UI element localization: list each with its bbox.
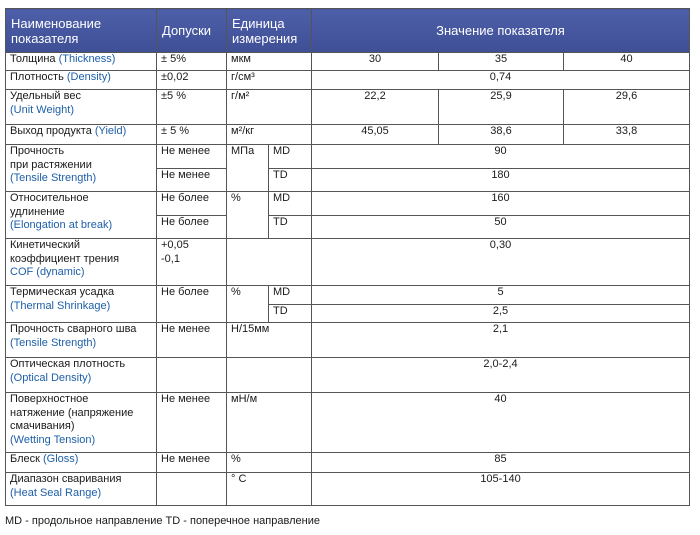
tolerance-cell — [157, 473, 227, 506]
unit-cell — [227, 358, 312, 393]
value-cell: 38,6 — [439, 125, 564, 145]
param-gloss: Блеск (Gloss) — [6, 453, 157, 473]
unit-cell — [227, 239, 312, 286]
table-row — [6, 145, 690, 169]
value-cell: 40 — [564, 53, 690, 71]
header-unit: Единица измерения — [227, 9, 312, 53]
unit-cell: мН/м — [227, 393, 312, 453]
unit-cell: % — [227, 286, 269, 323]
direction-cell: MD — [269, 145, 312, 169]
value-cell: 22,2 — [312, 90, 439, 125]
value-cell: 29,6 — [564, 90, 690, 125]
value-cell: 50 — [312, 216, 690, 239]
unit-cell: ° С — [227, 473, 312, 506]
param-yield: Выход продукта (Yield) — [6, 125, 157, 145]
unit-cell: Н/15мм — [227, 323, 312, 358]
tolerance-cell: Не менее — [157, 453, 227, 473]
value-cell: 85 — [312, 453, 690, 473]
value-cell: 30 — [312, 53, 439, 71]
direction-cell: TD — [269, 305, 312, 323]
table-row — [6, 239, 690, 286]
table-row — [6, 53, 690, 71]
unit-cell: мкм — [227, 53, 312, 71]
table-row — [6, 192, 690, 216]
tolerance-cell: Не менее — [157, 145, 227, 169]
param-unit-weight: Удельный вес (Unit Weight) — [6, 90, 157, 125]
table-row — [6, 358, 690, 393]
value-cell: 5 — [312, 286, 690, 305]
value-cell: 160 — [312, 192, 690, 216]
table-header-row — [6, 9, 690, 53]
value-cell: 2,5 — [312, 305, 690, 323]
unit-cell: г/см³ — [227, 71, 312, 90]
param-heat-seal-range: Диапазон сваривания (Heat Seal Range) — [6, 473, 157, 506]
header-tolerance: Допуски — [157, 9, 227, 53]
table-row — [6, 90, 690, 125]
unit-cell: г/м² — [227, 90, 312, 125]
direction-cell: TD — [269, 216, 312, 239]
table-row — [6, 393, 690, 453]
table-row — [6, 473, 690, 506]
tolerance-cell: Не более — [157, 216, 227, 239]
param-thermal-shrinkage: Термическая усадка (Thermal Shrinkage) — [6, 286, 157, 323]
table-row — [6, 125, 690, 145]
table-row — [6, 286, 690, 305]
value-cell: 180 — [312, 169, 690, 192]
header-value: Значение показателя — [312, 9, 690, 53]
tolerance-cell — [157, 358, 227, 393]
tolerance-cell: ±5 % — [157, 90, 227, 125]
value-cell: 0,30 — [312, 239, 690, 286]
param-tensile-strength: Прочность при растяжении (Tensile Strength) — [6, 145, 157, 192]
value-cell: 25,9 — [439, 90, 564, 125]
direction-cell: MD — [269, 192, 312, 216]
tolerance-cell: Не более — [157, 192, 227, 216]
param-optical-density: Оптическая плотность (Optical Density) — [6, 358, 157, 393]
value-cell: 33,8 — [564, 125, 690, 145]
param-elongation: Относительное удлинение (Elongation at break) — [6, 192, 157, 239]
header-parameter-name: Наименование показателя — [6, 9, 157, 53]
unit-cell: м²/кг — [227, 125, 312, 145]
value-cell: 90 — [312, 145, 690, 169]
tolerance-cell: Не более — [157, 286, 227, 323]
tolerance-cell: ± 5 % — [157, 125, 227, 145]
table-row — [6, 453, 690, 473]
param-density: Плотность (Density) — [6, 71, 157, 90]
value-cell: 35 — [439, 53, 564, 71]
unit-cell: % — [227, 453, 312, 473]
tolerance-cell: ± 5% — [157, 53, 227, 71]
unit-cell: % — [227, 192, 269, 239]
param-thickness: Толщина (Thickness) — [6, 53, 157, 71]
value-cell: 0,74 — [312, 71, 690, 90]
param-wetting-tension: Поверхностное натяжение (напряжение смачивания) (Wetting Tension) — [6, 393, 157, 453]
tolerance-cell: +0,05 -0,1 — [157, 239, 227, 286]
value-cell: 2,1 — [312, 323, 690, 358]
table-row — [6, 323, 690, 358]
tolerance-cell: Не менее — [157, 169, 227, 192]
param-seal-strength: Прочность сварного шва (Tensile Strength) — [6, 323, 157, 358]
value-cell: 45,05 — [312, 125, 439, 145]
table-row — [6, 71, 690, 90]
tolerance-cell: Не менее — [157, 323, 227, 358]
tolerance-cell: ±0,02 — [157, 71, 227, 90]
specification-table — [5, 8, 690, 506]
value-cell: 2,0-2,4 — [312, 358, 690, 393]
param-cof: Кинетический коэффициент трения COF (dynamic) — [6, 239, 157, 286]
tolerance-cell: Не менее — [157, 393, 227, 453]
value-cell: 40 — [312, 393, 690, 453]
unit-cell: МПа — [227, 145, 269, 192]
direction-cell: MD — [269, 286, 312, 305]
value-cell: 105-140 — [312, 473, 690, 506]
direction-cell: TD — [269, 169, 312, 192]
footnote: MD - продольное направление TD - поперечное направление — [5, 515, 320, 527]
